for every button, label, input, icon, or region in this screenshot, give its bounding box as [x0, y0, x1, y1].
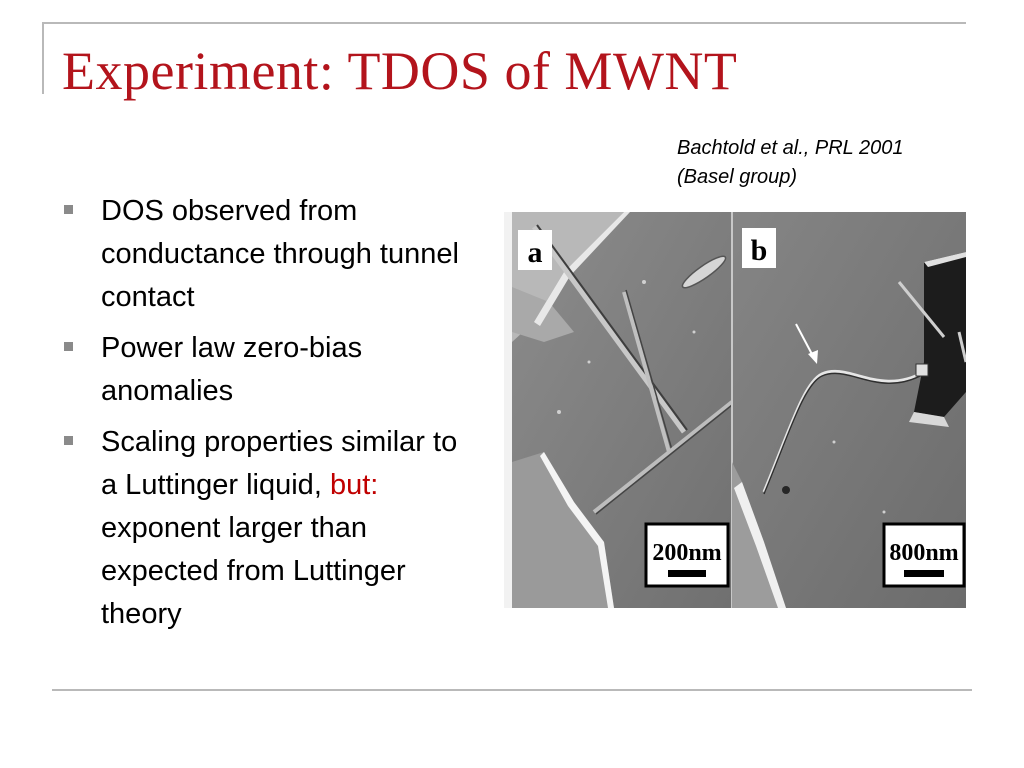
- left-rule: [42, 22, 44, 94]
- bullet-text-start: Scaling properties similar to a Luttinger liquid,: [101, 426, 458, 501]
- square-bullet-icon: [64, 436, 73, 445]
- bullet-item: [60, 421, 460, 636]
- scale-bar-b: [884, 524, 964, 586]
- bullet-list: [60, 190, 460, 644]
- bullet-text-end: exponent larger than expected from Luttinger theory: [101, 512, 406, 630]
- square-bullet-icon: [64, 205, 73, 214]
- panel-b-label-box: [742, 228, 776, 268]
- slide-title: Experiment: TDOS of MWNT: [62, 41, 738, 101]
- square-bullet-icon: [64, 342, 73, 351]
- figure-border: [504, 212, 512, 608]
- afm-figure: [504, 212, 966, 608]
- panel-a-label-box: [518, 230, 552, 270]
- scale-label-b: 800nm: [889, 540, 959, 566]
- bullet-text: [101, 421, 460, 636]
- panel-a-label: a: [527, 236, 543, 269]
- citation-line-1: Bachtold et al., PRL 2001: [677, 137, 904, 159]
- scale-bar-a-line: [668, 570, 706, 577]
- bullet-item: [60, 190, 460, 319]
- scale-bar-a: [646, 524, 728, 586]
- top-rule: [42, 22, 966, 24]
- scale-label-a: 200nm: [652, 540, 722, 566]
- citation-line-2: (Basel group): [677, 166, 798, 188]
- bullet-item: [60, 327, 460, 413]
- bottom-rule: [52, 689, 972, 691]
- bullet-text: DOS observed from conductance through tunnel contact: [101, 195, 459, 313]
- bullet-text: Power law zero-bias anomalies: [101, 332, 363, 407]
- highlight-text: but:: [329, 469, 379, 501]
- scale-bar-b-line: [904, 570, 944, 577]
- panel-b-label: b: [750, 234, 768, 267]
- citation: [677, 134, 903, 192]
